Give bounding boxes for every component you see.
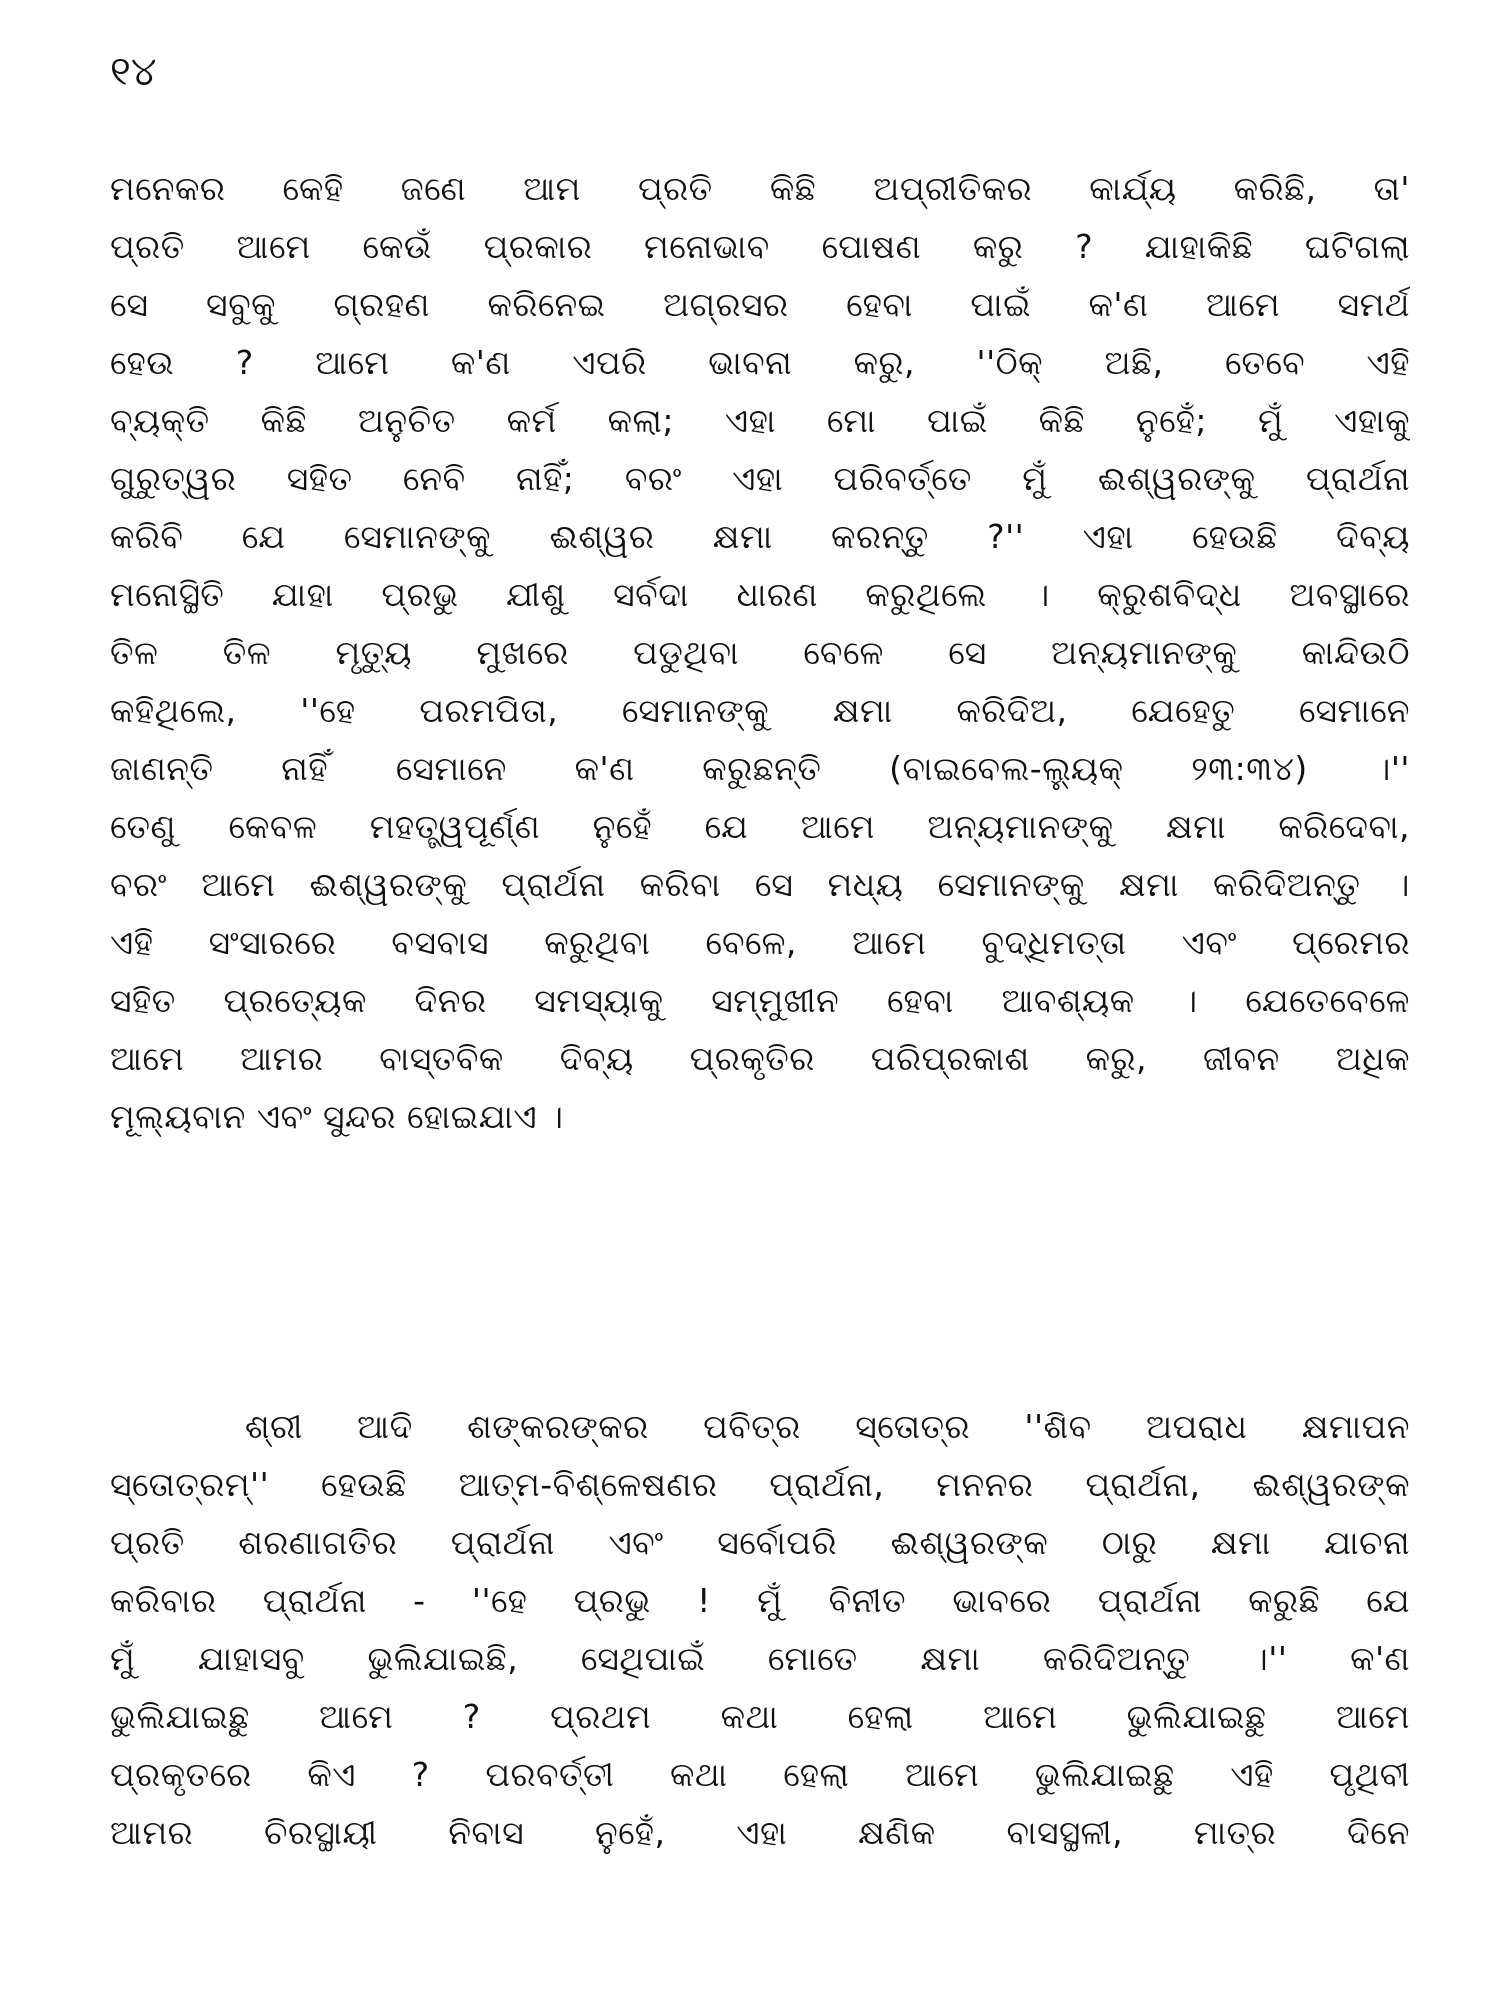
text-line: ମନୋସ୍ଥିତି ଯାହା ପ୍ରଭୁ ଯୀଶୁ ସର୍ବଦା ଧାରଣ କରୁଥିଲେ । କ୍ରୁଶବିଦ୍ଧ ଅବସ୍ଥାରେ [110,575,1410,614]
text-line: ସହିତ ପ୍ରତ୍ୟେକ ଦିନର ସମସ୍ୟାକୁ ସମ୍ମୁଖୀନ ହେବା ଆବଶ୍ୟକ । ଯେତେବେଳେ [110,981,1410,1020]
text-line: ଏହି ସଂସାରରେ ବସବାସ କରୁଥିବା ବେଳେ, ଆମେ ବୁଦ୍ଧିମତ୍ତା ଏବଂ ପ୍ରେମର [110,923,1410,962]
text-line: କରିବି ଯେ ସେମାନଙ୍କୁ ଈଶ୍ୱର କ୍ଷମା କରନ୍ତୁ ?'' ଏହା ହେଉଛି ଦିବ୍ୟ [110,517,1410,556]
text-line: ପ୍ରତି ଶରଣାଗତିର ପ୍ରାର୍ଥନା ଏବଂ ସର୍ବୋପରି ଈଶ୍ୱରଙ୍କ ଠାରୁ କ୍ଷମା ଯାଚନା [110,1523,1410,1562]
text-line: ମୂଲ୍ୟବାନ ଏବଂ ସୁନ୍ଦର ହୋଇଯାଏ । [110,1097,564,1136]
text-line: କହିଥିଲେ, ''ହେ ପରମପିତା, ସେମାନଙ୍କୁ କ୍ଷମା କରିଦିଅ, ଯେହେତୁ ସେମାନେ [110,691,1410,730]
page-number: ୧୪ [110,49,157,95]
text-line: ଆମେ ଆମର ବାସ୍ତବିକ ଦିବ୍ୟ ପ୍ରକୃତିର ପରିପ୍ରକାଶ କରୁ, ଜୀବନ ଅଧିକ [110,1039,1410,1078]
text-line: ଗୁରୁତ୍ୱର ସହିତ ନେବି ନାହିଁ; ବରଂ ଏହା ପରିବର୍ତ୍ତେ ମୁଁ ଈଶ୍ୱରଙ୍କୁ ପ୍ରାର୍ଥନା [110,459,1410,498]
paragraph-1 [110,160,1410,1146]
text-line: ପ୍ରତି ଆମେ କେଉଁ ପ୍ରକାର ମନୋଭାବ ପୋଷଣ କରୁ ? ଯାହାକିଛି ଘଟିଗଲା [110,227,1410,266]
text-line: ହେଉ ? ଆମେ କ'ଣ ଏପରି ଭାବନା କରୁ, ''ଠିକ୍ ଅଛି, ତେବେ ଏହି [110,343,1410,382]
text-line: କରିବାର ପ୍ରାର୍ଥନା - ''ହେ ପ୍ରଭୁ ! ମୁଁ ବିନୀତ ଭାବରେ ପ୍ରାର୍ଥନା କରୁଛି ଯେ [110,1581,1410,1620]
text-line: ତିଳ ତିଳ ମୃତ୍ୟୁ ମୁଖରେ ପଡୁଥିବା ବେଳେ ସେ ଅନ୍ୟମାନଙ୍କୁ କାନ୍ଦିଉଠି [110,633,1410,672]
text-line: ପ୍ରକୃତରେ କିଏ ? ପରବର୍ତ୍ତୀ କଥା ହେଲା ଆମେ ଭୁଲିଯାଇଛୁ ଏହି ପୃଥିବୀ [110,1755,1410,1794]
text-line: ବରଂ ଆମେ ଈଶ୍ୱରଙ୍କୁ ପ୍ରାର୍ଥନା କରିବା ସେ ମଧ୍ୟ ସେମାନଙ୍କୁ କ୍ଷମା କରିଦିଅନ୍ତୁ । [110,865,1410,904]
text-line: ମୁଁ ଯାହାସବୁ ଭୁଲିଯାଇଛି, ସେଥିପାଇଁ ମୋତେ କ୍ଷମା କରିଦିଅନ୍ତୁ ।'' କ'ଣ [110,1639,1410,1678]
text-line: ତେଣୁ କେବଳ ମହତ୍ତ୍ୱପୂର୍ଣ୍ଣ ନୁହେଁ ଯେ ଆମେ ଅନ୍ୟମାନଙ୍କୁ କ୍ଷମା କରିଦେବା, [110,807,1410,846]
text-line: ଶ୍ରୀ ଆଦି ଶଙ୍କରଙ୍କର ପବିତ୍ର ସ୍ତୋତ୍ର ''ଶିବ ଅପରାଧ କ୍ଷମାପନ [245,1407,1410,1446]
text-line: ସେ ସବୁକୁ ଗ୍ରହଣ କରିନେଇ ଅଗ୍ରସର ହେବା ପାଇଁ କ'ଣ ଆମେ ସମର୍ଥ [110,285,1410,324]
paragraph-2 [110,1398,1410,1862]
text-line: ମନେକର କେହି ଜଣେ ଆମ ପ୍ରତି କିଛି ଅପ୍ରୀତିକର କାର୍ଯ୍ୟ କରିଛି, ତା' [110,169,1410,208]
text-line: ଆମର ଚିରସ୍ଥାୟୀ ନିବାସ ନୁହେଁ, ଏହା କ୍ଷଣିକ ବାସସ୍ଥଳୀ, ମାତ୍ର ଦିନେ [110,1813,1410,1852]
text-line: ଜାଣନ୍ତି ନାହିଁ ସେମାନେ କ'ଣ କରୁଛନ୍ତି (ବାଇବେଲ-ଲ୍ୟୁକ୍ ୨୩:୩୪) ।'' [110,749,1410,788]
text-line: ସ୍ତୋତ୍ରମ୍'' ହେଉଛି ଆତ୍ମ-ବିଶ୍ଳେଷଣର ପ୍ରାର୍ଥନା, ମନନର ପ୍ରାର୍ଥନା, ଈଶ୍ୱରଙ୍କ [110,1465,1410,1504]
text-line: ବ୍ୟକ୍ତି କିଛି ଅନୁଚିତ କର୍ମ କଲା; ଏହା ମୋ ପାଇଁ କିଛି ନୁହେଁ; ମୁଁ ଏହାକୁ [110,401,1410,440]
text-line: ଭୁଲିଯାଇଛୁ ଆମେ ? ପ୍ରଥମ କଥା ହେଲା ଆମେ ଭୁଲିଯାଇଛୁ ଆମେ [110,1697,1410,1736]
